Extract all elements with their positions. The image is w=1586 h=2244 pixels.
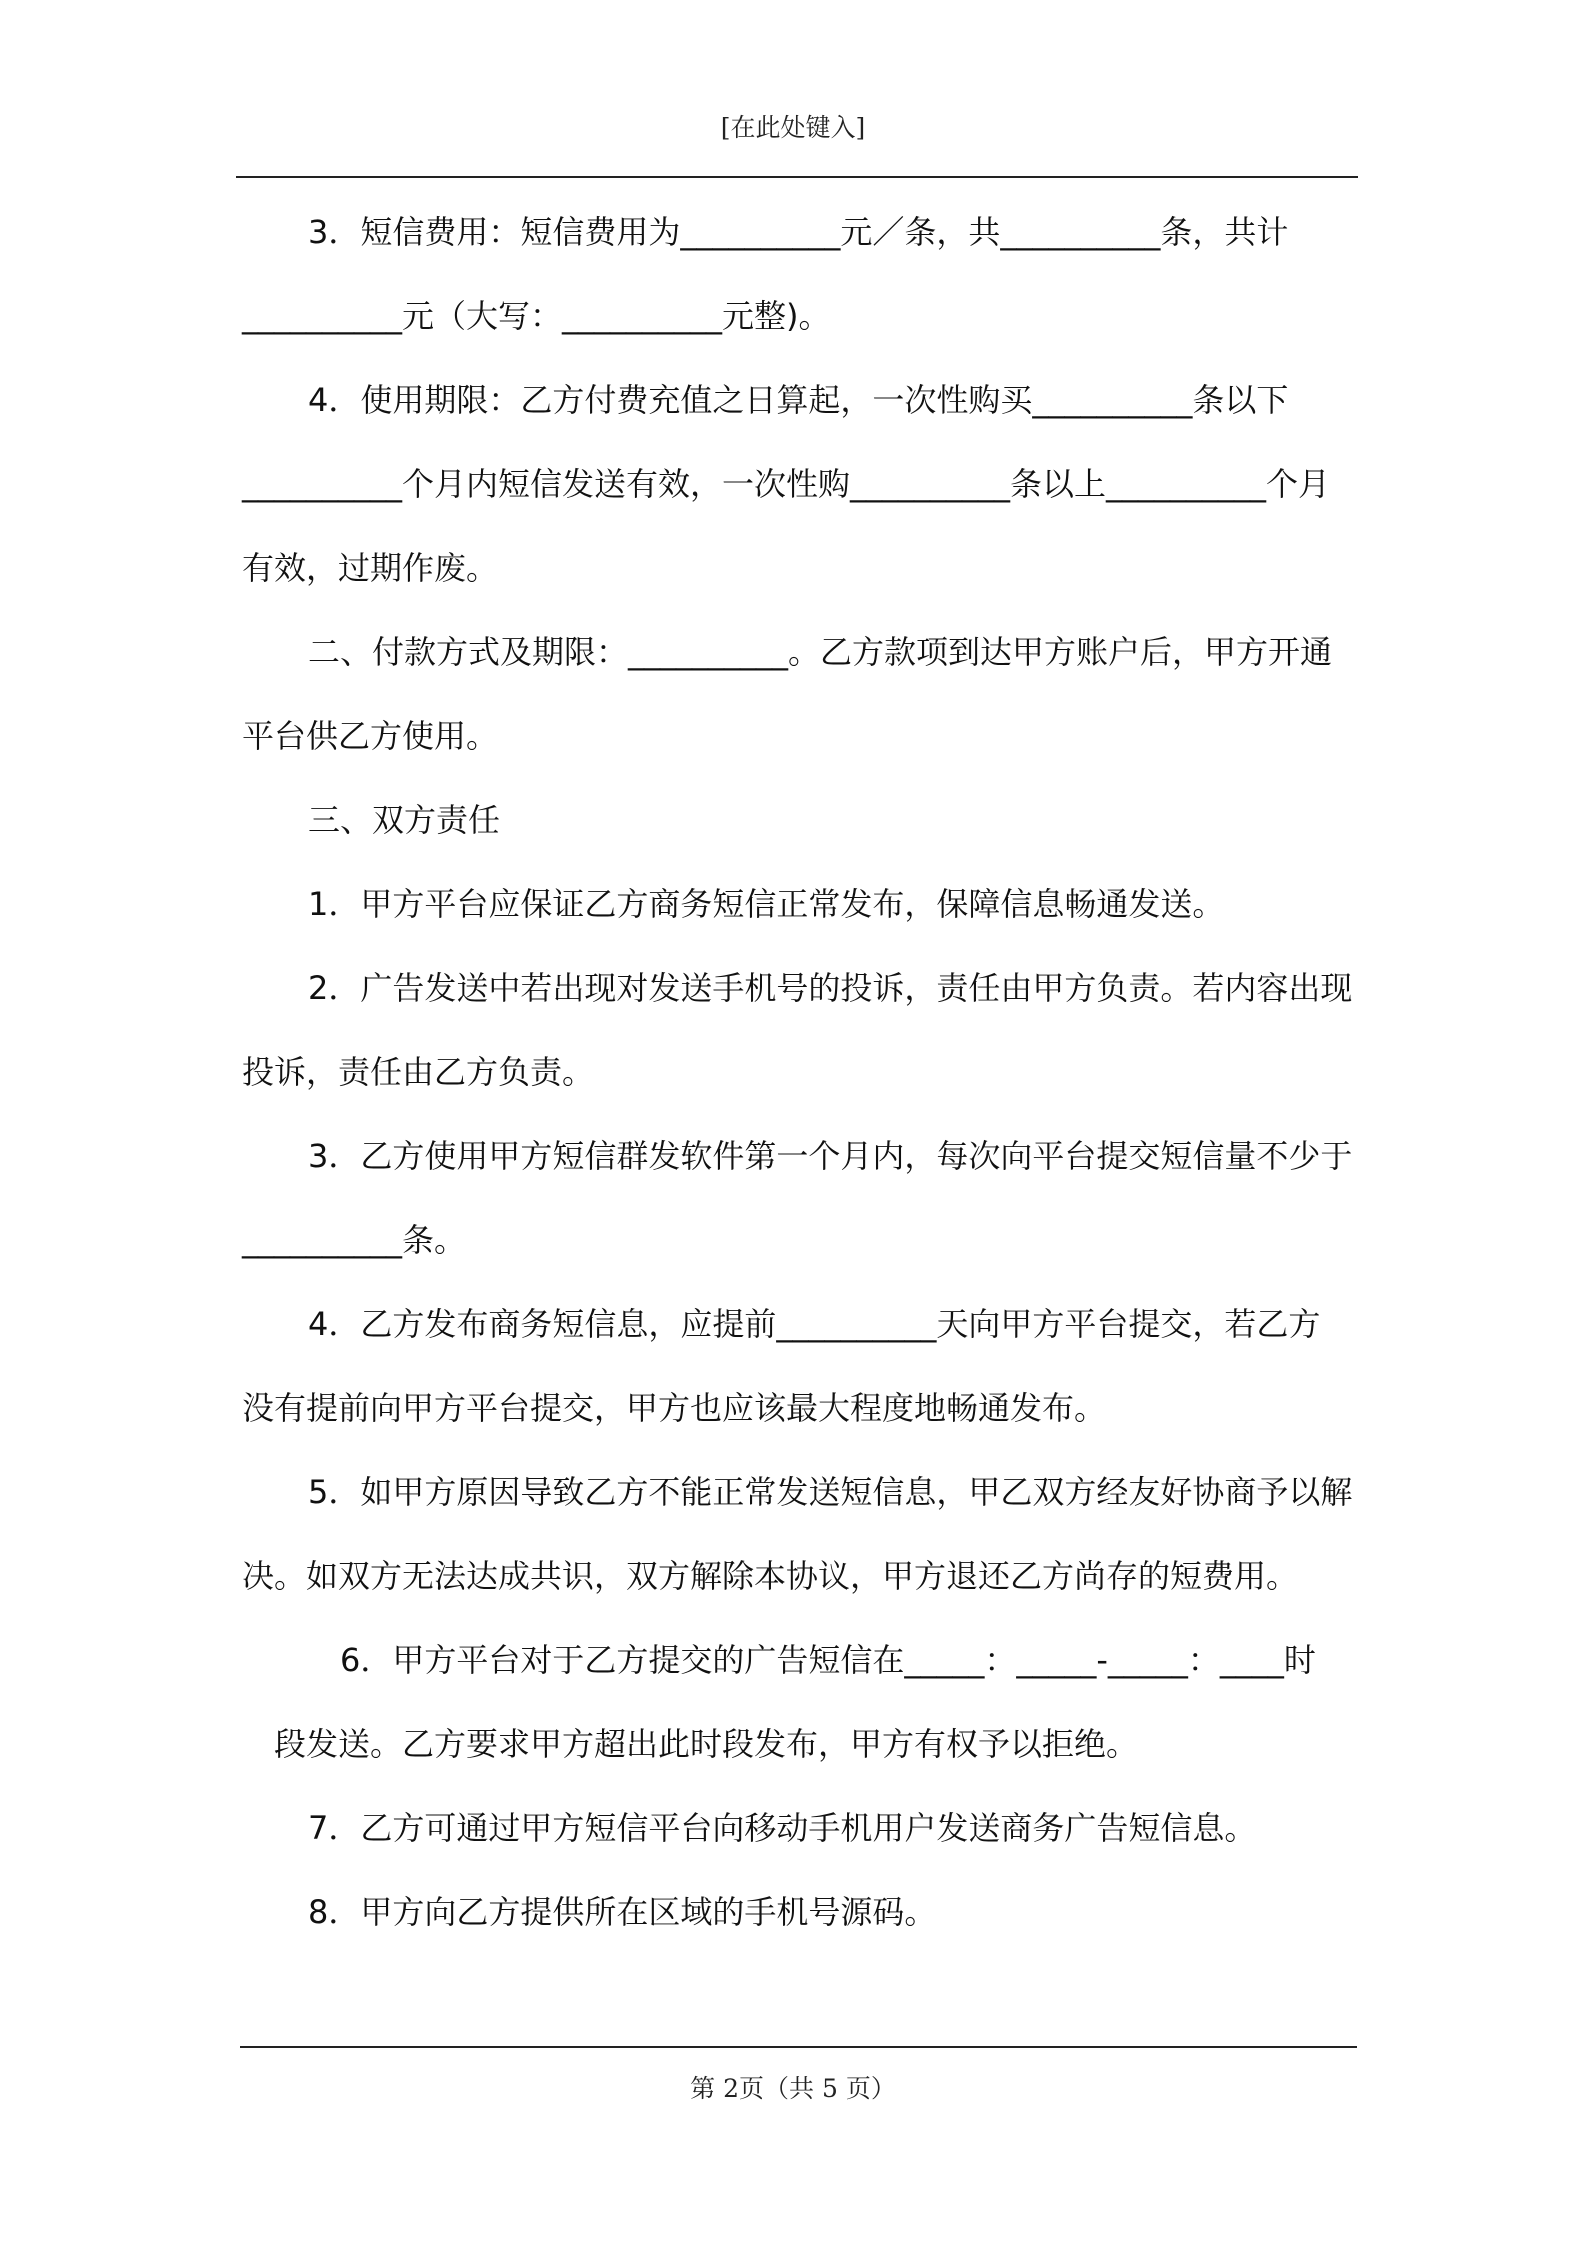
duty-4-line-1: 4．乙方发布商务短信息，应提前__________天向甲方平台提交，若乙方 [308, 1305, 1321, 1343]
clause-3-fee-line-1: 3．短信费用：短信费用为__________元／条，共__________条，共计 [308, 213, 1289, 251]
duty-3-line-2: __________条。 [242, 1221, 467, 1259]
clause-4-term-line-2: __________个月内短信发送有效，一次性购__________条以上__________个月 [242, 465, 1331, 503]
duty-3-line-1: 3．乙方使用甲方短信群发软件第一个月内，每次向平台提交短信量不少于 [308, 1137, 1353, 1175]
page-header: [在此处键入] [720, 113, 866, 142]
duty-4-line-2: 没有提前向甲方平台提交，甲方也应该最大程度地畅通发布。 [242, 1389, 1107, 1427]
clause-4-term-line-3: 有效，过期作废。 [242, 549, 499, 587]
duty-8-line-1: 8．甲方向乙方提供所在区域的手机号源码。 [308, 1893, 937, 1931]
duty-5-line-1: 5．如甲方原因导致乙方不能正常发送短信息，甲乙双方经友好协商予以解 [308, 1473, 1353, 1511]
duty-1-line-1: 1．甲方平台应保证乙方商务短信正常发布，保障信息畅通发送。 [308, 885, 1225, 923]
clause-3-fee-line-2: __________元（大写：__________元整)。 [242, 297, 831, 335]
section-2-payment-line-1: 二、付款方式及期限：__________。乙方款项到达甲方账户后，甲方开通 [308, 633, 1333, 671]
duty-2-line-2: 投诉，责任由乙方负责。 [242, 1053, 595, 1091]
footer-divider [240, 2046, 1357, 2048]
page-footer: 第 2页（共 5 页） [690, 2074, 896, 2103]
duty-6-line-1: 6．甲方平台对于乙方提交的广告短信在_____：_____-_____：____时 [340, 1641, 1316, 1679]
header-divider [236, 176, 1358, 178]
duty-5-line-2: 决。如双方无法达成共识，双方解除本协议，甲方退还乙方尚存的短费用。 [242, 1557, 1299, 1595]
section-2-payment-line-2: 平台供乙方使用。 [242, 717, 499, 755]
clause-4-term-line-1: 4．使用期限：乙方付费充值之日算起，一次性购买__________条以下 [308, 381, 1289, 419]
duty-6-line-2: 段发送。乙方要求甲方超出此时段发布，甲方有权予以拒绝。 [274, 1725, 1139, 1763]
duty-2-line-1: 2．广告发送中若出现对发送手机号的投诉，责任由甲方负责。若内容出现 [308, 969, 1353, 1007]
duty-7-line-1: 7．乙方可通过甲方短信平台向移动手机用户发送商务广告短信息。 [308, 1809, 1257, 1847]
section-3-heading: 三、双方责任 [308, 801, 501, 839]
